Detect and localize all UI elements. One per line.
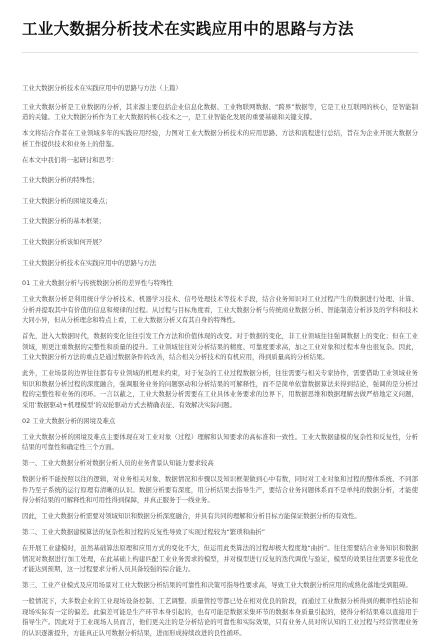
paragraph: 首先，进入大数据时代，数据的变化往往引发工作方法和价值体现的改变。对于数据的变化，非工业领域往往强调数据上的变化；但在工业领域，则更注重数据的完整性和质量的提升。工业领域往往对分析结果的精度、可靠度要求高，加之工业对象和过程本身也很复杂。因此，工业大数据分析方法的重点是通过数据条件的改善，结合相关分析技术的有机应用，得到质量高的分析结果。 bbox=[22, 332, 418, 362]
paragraph: 本文将结合作者在工业领域多年的实践应用经验，力图对工业大数据分析技术的应用思路、方法和流程进行总结，旨在为企业开展大数据分析工作提供技术和业务上的借鉴。 bbox=[22, 129, 418, 148]
paragraph: 第二、工业大数据建模算法的复杂性和过程的反复性导致了实现过程较为“繁琐和曲折” bbox=[22, 528, 266, 537]
paragraph: 第一、工业大数据分析对数据分析人员的业务背景认知能力要求较高 bbox=[22, 459, 214, 468]
paragraph: 01 工业大数据分析与传统数据分析的差异性与特殊性 bbox=[22, 279, 173, 288]
paragraph: 第三、工业产业模式及应用场景对工业大数据分析结果的可靠性和决策可指导性要求高，导致工业大数据分析应用的成熟化落地受到阻碍。 bbox=[22, 581, 412, 590]
paragraph: 02 工业大数据分析的困境及难点 bbox=[22, 416, 116, 425]
paragraph: 因此，工业大数据分析需要对领域知识和数据分析深度融合，并具有共同的理解和分析目标方能保证数据分析的有效性。 bbox=[22, 512, 361, 521]
paragraph: 工业大数据分析的特殊性； bbox=[22, 176, 99, 185]
paragraph: 数据分析不能按照以往的逻辑，对业务相关对象、数据情况和步骤以及知识框架做到心中有数，同时对工业对象和过程的整体系统、不同部件乃至子系统的运行原理有清晰的认识。数据分析要有深度，用分析结果去指导生产，要结合业务问题体系而不是单纯的数据分析，才能使得分析结果的可解释性和可用性得到保障，并真正服务于一线业务。 bbox=[22, 475, 418, 505]
paragraph: 工业大数据分析的困境及难点主要体现在对工业对象（过程）理解和认知要求的高标准和一致性。工业大数据建模的复杂性和反复性，分析结果的可靠性和确定性三个方面。 bbox=[22, 432, 418, 452]
paragraph: 工业大数据分析的困境及难点； bbox=[22, 196, 112, 205]
paragraph: 在本文中我们将一起研讨和思考： bbox=[22, 155, 118, 164]
paragraph: 工业大数据分析技术在实践应用中的思路与方法 bbox=[22, 258, 157, 267]
paragraph: 工业大数据分析是利用统计学分析技术、机器学习技术、信号处理技术等技术手段，结合业务知识对工业过程产生的数据进行处理、计算、分析并提取其中有价值的信息和规律的过程。从过程与目标角度看，工业大数据分析与传统商业数据分析、智能制造分析涉及的学科和技术大同小异，但从分析理念和特点上看，工业大数据分析又有其自身的特殊性。 bbox=[22, 295, 418, 325]
paragraph: 一般情况下，大多数企业的工业现场设备控制、工艺调整、质量管控等都已处在相对优良的阶段，而通过工业数据分析得到的概率性结论和现场实际有一定的偏差。此偏差可能是生产环节本身引起的，也有可能是数据采集环节的数据本身质量引起的，使得分析结果难以直接用于指导生产。因此对于工业现场人员而言，他们更关注的是分析结论的可靠性和实际效果，只有业务人员对所认知的工业过程与经营管理业务的认识逐渐提升，方能真正认可数据分析结果，进而形成持续改进的良性循环。 bbox=[22, 596, 418, 637]
paragraph: 工业大数据分析的基本框架； bbox=[22, 217, 106, 226]
paragraph: 工业大数据分析该如何开展？ bbox=[22, 237, 106, 246]
paragraph: 工业大数据分析是工业数据的分析，其来源主要包括企业信息化数据、工业物联网数据、“跨界”数据等，它是工业互联网的核心，是智能制造的关键。工业大数据分析作为工业大数据的核心技术之一，是工业智能化发展的重要基础和关键支撑。 bbox=[22, 102, 418, 122]
paragraph: 工业大数据分析技术在实践应用中的思路与方法（上篇） bbox=[22, 84, 182, 92]
paragraph: 此外，工业场景的边界往往都有专业领域的机理来约束，对于复杂的工业过程数据分析，往往需要与相关专家协作，需要借助工业领域业务知识和数据分析过程的深度融合，强调服务业务的问题驱动和分析结果的可解释性，而不是简单依靠数据算法来得到结论，强调的是分析过程的完整性和业务的闭环。一言以蔽之，工业大数据分析需要在工业具体业务要求的边界下，用数据思维和数据理解去做严格地定义问题，采用‘数据驱动+机理模型’的双轮驱动方式去精确表征、有效解决实际问题。 bbox=[22, 369, 418, 409]
page-title: 工业大数据分析技术在实践应用中的思路与方法 bbox=[22, 20, 354, 38]
title-divider bbox=[22, 52, 418, 53]
paragraph: 在开展工业建模时，虽然基础算法原理和应用方式的变化不大，但运用此类算法的过程却极大程度地“曲折”。往往需要结合业务知识和数据情况对数据进行加工处理，在此基础上构建匹配工业业务需求的模型，并对模型进行反复的迭代调优与验证，模型的效果往往需要多轮优化才能达到预期，这一过程要求分析人员具备较强的综合能力。 bbox=[22, 543, 418, 574]
document-body bbox=[22, 83, 418, 638]
